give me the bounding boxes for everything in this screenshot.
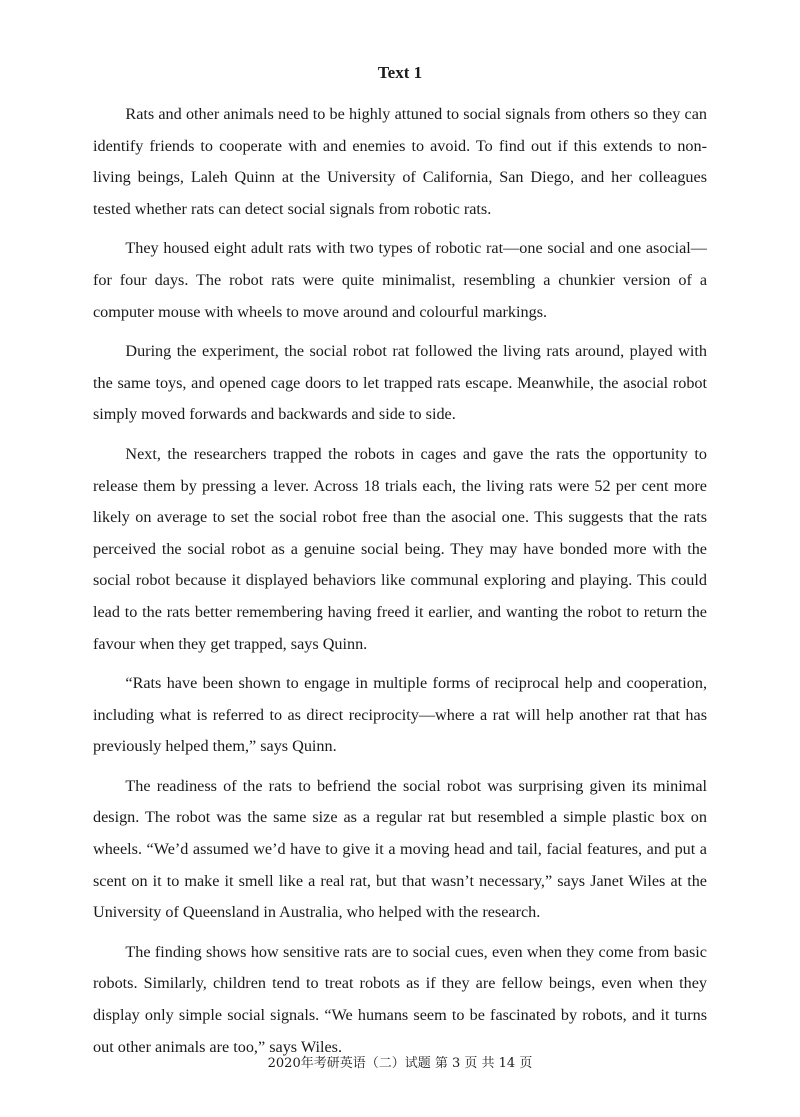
paragraph-3: During the experiment, the social robot rat followed the living rats around, played with the same toys, and opened cage doors to let trapped rats escape. Meanwhile, the asocial robot simply moved forwards and backwards and side to side.	[93, 342, 707, 424]
paragraph-4: Next, the researchers trapped the robots in cages and gave the rats the opportunity to release them by pressing a lever. Across 18 trials each, the living rats were 52 per cent more likely on average to set the social robot free than the asocial one. This suggests that the rats perceived the social robot as a genuine social being. They may have bonded more with the social robot because it displayed behaviors like communal exploring and playing. This could lead to the rats better remembering having freed it earlier, and wanting the robot to return the favour when they get trapped, says Quinn.	[93, 444, 707, 653]
article-body	[93, 99, 707, 1071]
text-title: Text 1	[377, 63, 423, 82]
paragraph-6: The readiness of the rats to befriend the social robot was surprising given its minimal design. The robot was the same size as a regular rat but resembled a simple plastic box on wheels. “We’d assumed we’d have to give it a moving head and tail, facial features, and put a scent on it to make it smell like a real rat, but that wasn’t necessary,” says Janet Wiles at the University of Queensland in Australia, who helped with the research.	[93, 776, 707, 922]
paragraph-2: They housed eight adult rats with two types of robotic rat—one social and one asocial—for four days. The robot rats were quite minimalist, resembling a chunkier version of a computer mouse with wheels to move around and colourful markings.	[93, 239, 707, 321]
paragraph-7: The finding shows how sensitive rats are to social cues, even when they come from basic robots. Similarly, children tend to treat robots as if they are fellow beings, even when they display only simple social signals. “We humans seem to be fascinated by robots, and it turns out other animals are too,” says Wiles.	[93, 942, 707, 1056]
paragraph-5: “Rats have been shown to engage in multiple forms of reciprocal help and cooperation, including what is referred to as direct reciprocity—where a rat will help another rat that has previously helped them,” says Quinn.	[93, 674, 707, 756]
paragraph-1: Rats and other animals need to be highly attuned to social signals from others so they can identify friends to cooperate with and enemies to avoid. To find out if this extends to non-living beings, Laleh Quinn at the University of California, San Diego, and her colleagues tested whether rats can detect social signals from robotic rats.	[93, 105, 707, 218]
page-footer: 2020年考研英语（二）试题 第 3 页 共 14 页	[267, 1056, 533, 1071]
